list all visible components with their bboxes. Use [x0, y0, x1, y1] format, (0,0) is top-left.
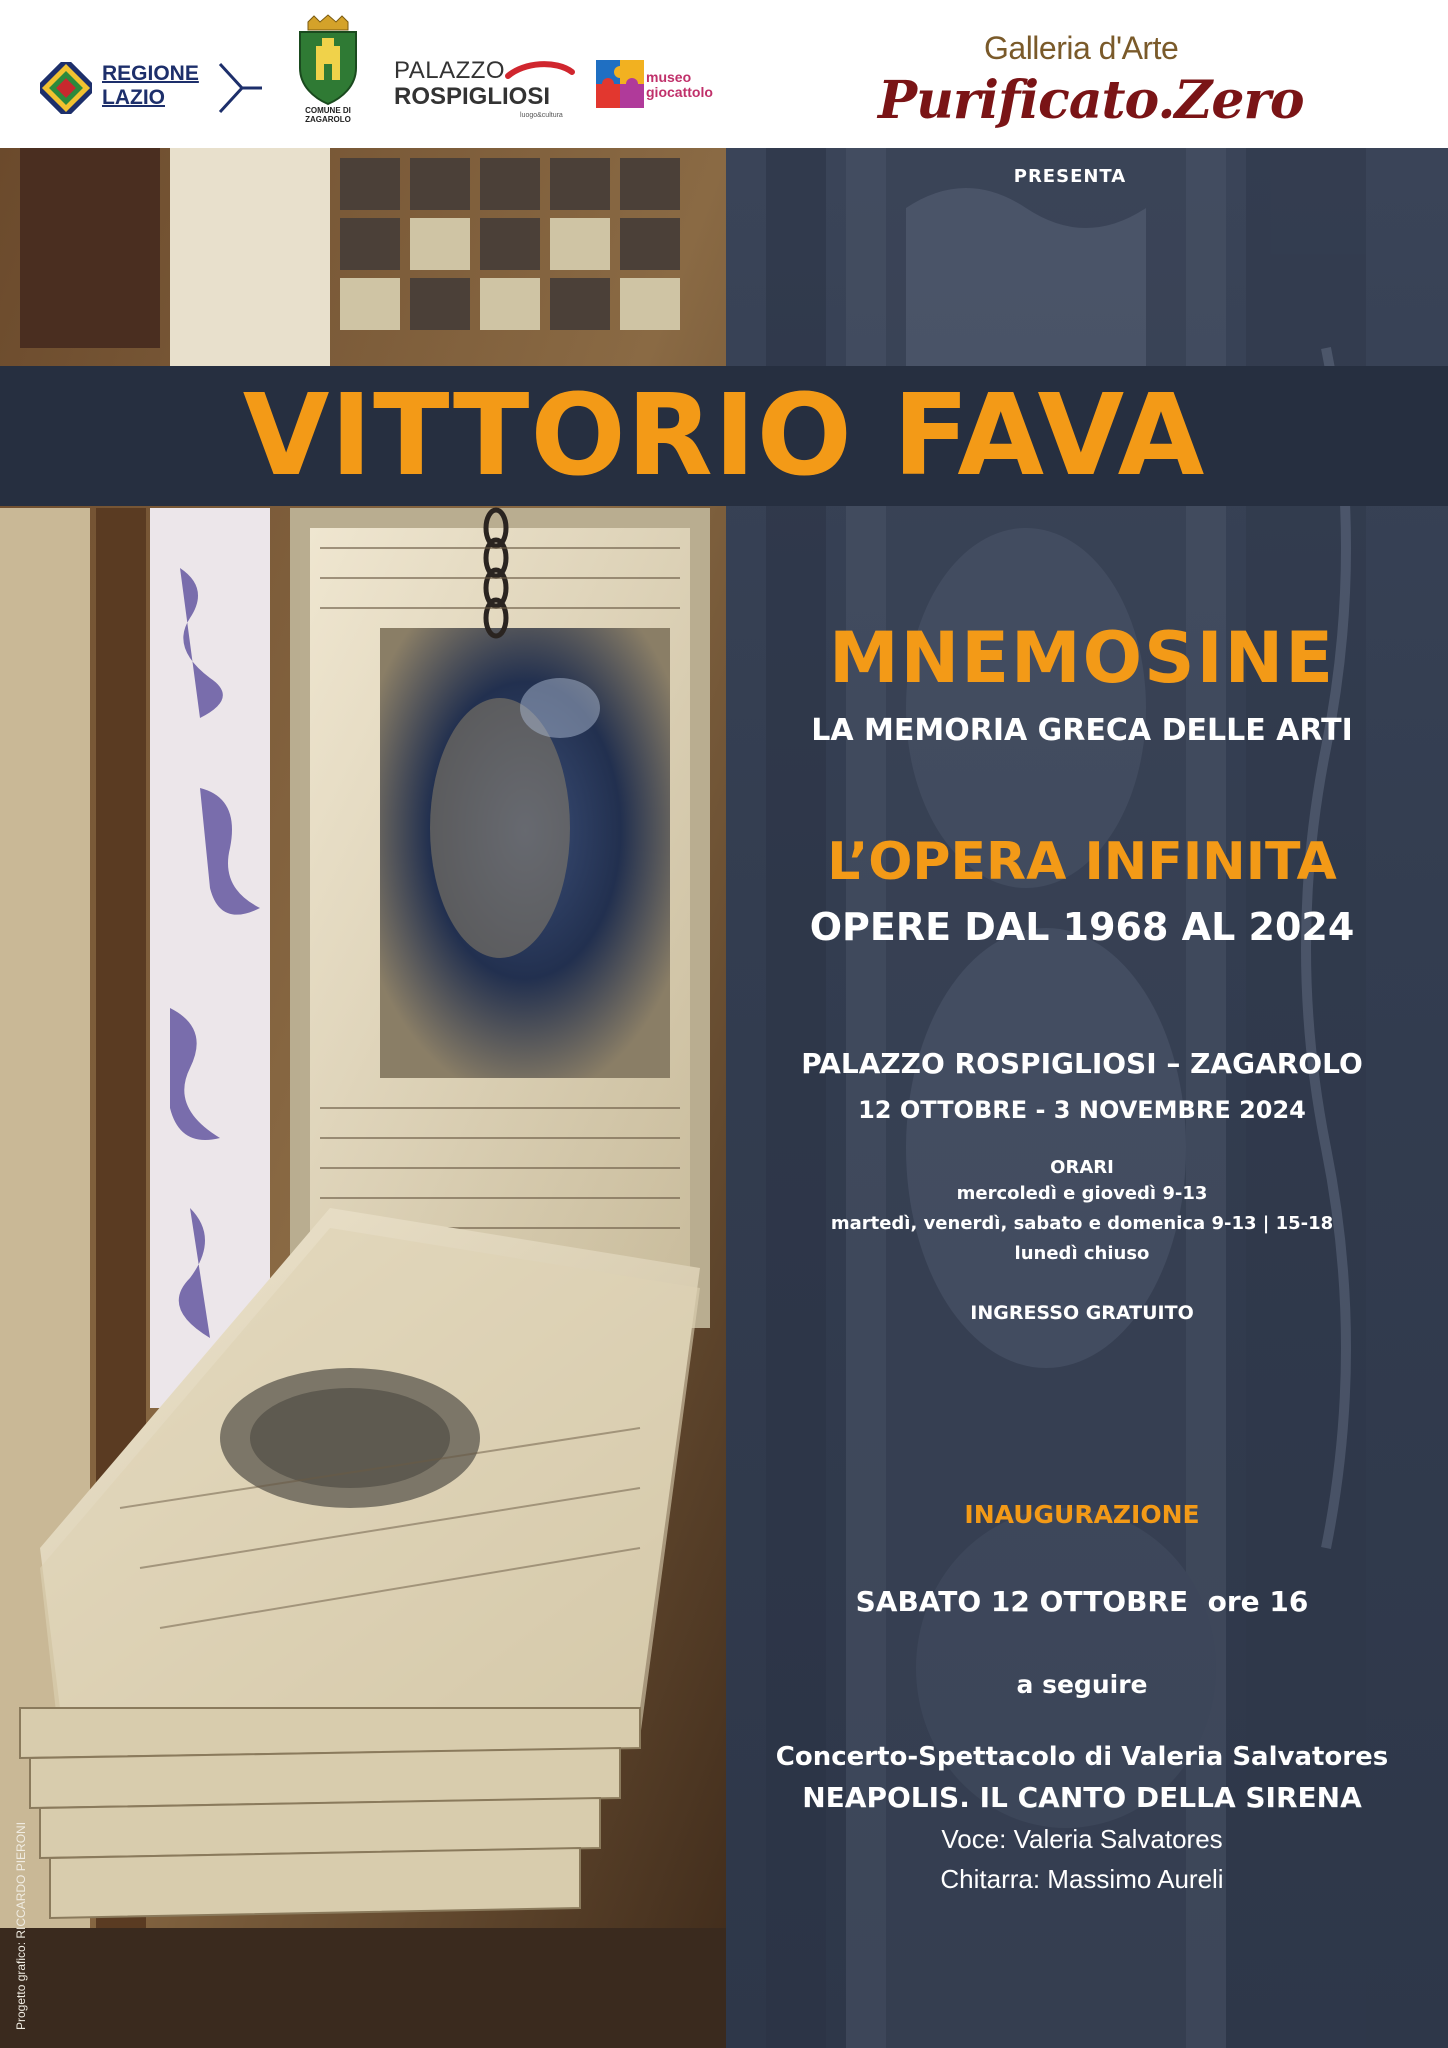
palazzo-sub: luogo&cultura: [520, 112, 563, 119]
comune-line1: COMUNE DI: [305, 106, 351, 115]
regione-text: [102, 62, 199, 110]
swoosh-icon: [504, 60, 576, 82]
follow-text: a seguire: [1016, 1670, 1148, 1699]
gallery-name: Purificato.Zero: [878, 70, 1304, 131]
regione-emblem-icon: [40, 62, 92, 114]
chevron-icon: [216, 62, 264, 114]
regione-line1: REGIONE: [102, 62, 199, 85]
coat-of-arms-icon: [294, 14, 362, 106]
hours-label: ORARI: [1050, 1157, 1114, 1178]
palazzo-line2: ROSPIGLIOSI: [394, 83, 551, 110]
regione-lazio-logo: [40, 56, 260, 126]
entry-info: INGRESSO GRATUITO: [970, 1302, 1194, 1324]
exhibition-subtitle-2: OPERE DAL 1968 AL 2024: [809, 905, 1355, 949]
museo-giocattolo-logo: [594, 56, 724, 116]
exhibition-title-2: L’OPERA INFINITA: [827, 832, 1337, 892]
opening-label: INAUGURAZIONE: [964, 1500, 1200, 1529]
hours-line: martedì, venerdì, sabato e domenica 9-13 | 15-18: [830, 1213, 1334, 1234]
hours-line: mercoledì e giovedì 9-13: [956, 1183, 1208, 1204]
puzzle-icon: [594, 56, 650, 112]
design-credit: Progetto grafico: RICCARDO PIERONI: [14, 1821, 28, 2030]
regione-line2: LAZIO: [102, 86, 165, 109]
guitar-credit: Chitarra: Massimo Aureli: [940, 1864, 1224, 1894]
comune-line2: ZAGAROLO: [305, 115, 351, 124]
show-title: NEAPOLIS. IL CANTO DELLA SIRENA: [802, 1781, 1362, 1814]
artist-name: VITTORIO FAVA: [242, 371, 1206, 501]
concert-title: Concerto-Spettacolo di Valeria Salvatores: [775, 1742, 1389, 1772]
gallery-line1: Galleria d'Arte: [984, 30, 1179, 66]
venue: PALAZZO ROSPIGLIOSI – ZAGAROLO: [801, 1047, 1363, 1080]
sponsor-header: [0, 0, 1448, 148]
museo-text: [646, 70, 713, 100]
palazzo-line1: PALAZZO: [394, 57, 506, 84]
comune-text: [288, 106, 368, 124]
period: 12 OTTOBRE - 3 NOVEMBRE 2024: [858, 1096, 1306, 1124]
hours-line: lunedì chiuso: [1014, 1243, 1150, 1264]
exhibition-subtitle-1: LA MEMORIA GRECA DELLE ARTI: [811, 713, 1353, 748]
palazzo-rospigliosi-logo: [394, 58, 574, 122]
opening-date: SABATO 12 OTTOBRE ore 16: [855, 1585, 1309, 1618]
presenta-label: PRESENTA: [1013, 166, 1127, 187]
voice-credit: Voce: Valeria Salvatores: [941, 1824, 1223, 1854]
museo-line1: museo: [646, 69, 692, 85]
comune-zagarolo-logo: [288, 14, 368, 132]
exhibition-title-1: MNEMOSINE: [828, 617, 1336, 699]
museo-line2: giocattolo: [646, 84, 713, 100]
